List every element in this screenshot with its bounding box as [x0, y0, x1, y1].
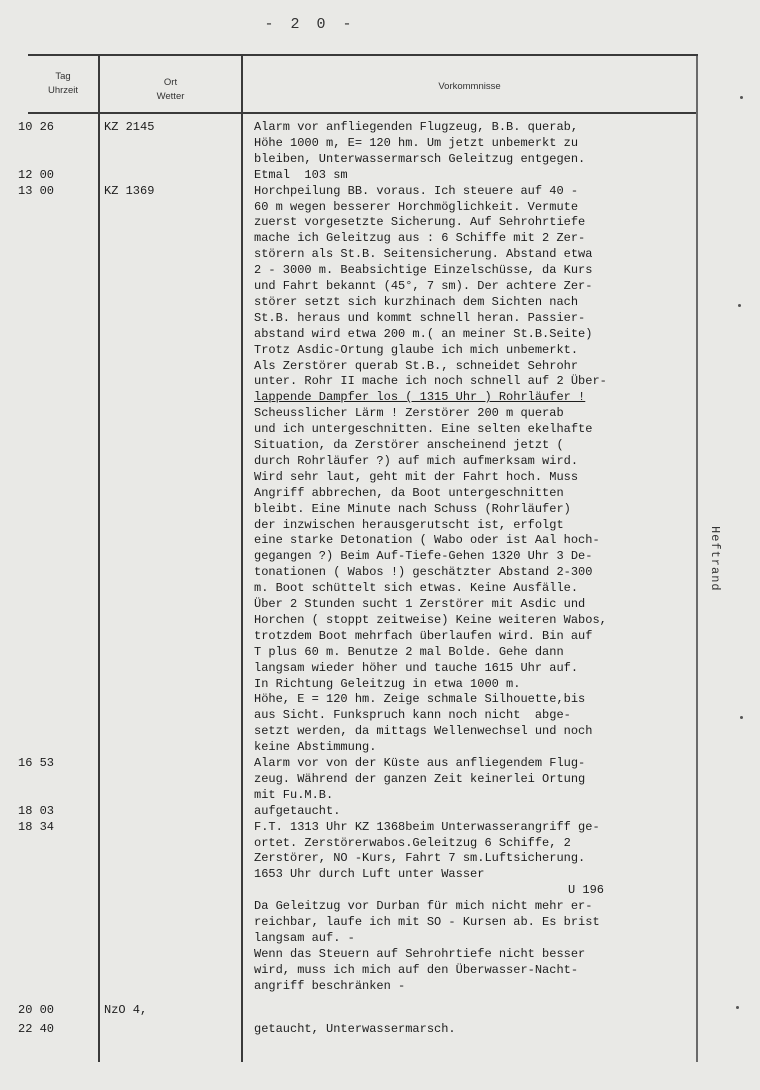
table-row: [0, 247, 760, 261]
entry-time: 12 00: [18, 167, 55, 182]
entry-text: langsam auf. -: [254, 930, 355, 945]
scan-speck: [740, 716, 743, 719]
header-uhrzeit: Uhrzeit: [47, 85, 79, 96]
header-date-time: [28, 70, 98, 98]
table-row: [0, 963, 760, 977]
table-row: [0, 295, 760, 309]
table-row: [0, 931, 760, 945]
table-row: [0, 581, 760, 595]
entry-text: trotzdem Boot mehrfach überlaufen wird. Bin auf: [254, 628, 593, 643]
table-row: [0, 136, 760, 150]
entry-text: 1653 Uhr durch Luft unter Wasser: [254, 867, 485, 882]
table-row: [0, 549, 760, 563]
entry-text: Wenn das Steuern auf Sehrohrtiefe nicht besser: [254, 946, 586, 961]
entry-text: U 196: [567, 883, 604, 898]
table-row: [0, 343, 760, 357]
header-tag: Tag: [55, 71, 71, 82]
entry-text: keine Abstimmung.: [254, 740, 377, 755]
entry-text: und ich untergeschnitten. Eine selten ekelhafte: [254, 422, 593, 437]
table-row: [0, 867, 760, 881]
table-row: [0, 677, 760, 691]
table-row: [0, 454, 760, 468]
table-row: [0, 661, 760, 675]
table-row: [0, 899, 760, 913]
entry-location: NzO 4,: [104, 1002, 148, 1017]
table-row: [0, 708, 760, 722]
entry-time: 18 03: [18, 803, 55, 818]
entry-text: mit Fu.M.B.: [254, 787, 334, 802]
table-row: [0, 804, 760, 818]
entry-time: 22 40: [18, 1022, 55, 1037]
table-row: [0, 836, 760, 850]
entry-text: Horchen ( stoppt zeitweise) Keine weiteren Wabos,: [254, 612, 607, 627]
entry-text: Höhe 1000 m, E= 120 hm. Um jetzt unbemerkt zu: [254, 135, 579, 150]
table-row: [0, 486, 760, 500]
entry-text: bleibt. Eine Minute nach Schuss (Rohrläufer): [254, 501, 571, 516]
table-row: [0, 613, 760, 627]
entry-time: 18 34: [18, 819, 55, 834]
entry-text: wird, muss ich mich auf den Überwasser-Nacht-: [254, 962, 579, 977]
entry-text: Etmal 103 sm: [254, 167, 348, 182]
header-place-weather: [100, 76, 241, 104]
table-top-rule: [28, 54, 698, 56]
header-events: Vorkommnisse: [438, 81, 501, 92]
entry-text: Da Geleitzug vor Durban für mich nicht mehr er-: [254, 899, 593, 914]
entry-text: Alarm vor anfliegenden Flugzeug, B.B. querab,: [254, 120, 579, 134]
table-row: [0, 502, 760, 516]
table-row: [0, 851, 760, 865]
table-row: [0, 597, 760, 611]
table-row: [0, 438, 760, 452]
entry-text: aufgetaucht.: [254, 803, 341, 818]
table-row: [0, 883, 760, 897]
table-row: [0, 820, 760, 834]
table-row: [0, 120, 760, 134]
entry-text: eine starke Detonation ( Wabo oder ist Aal hoch-: [254, 533, 600, 548]
table-row: [0, 231, 760, 245]
table-row: [0, 279, 760, 293]
table-row: [0, 756, 760, 770]
entry-time: 10 26: [18, 120, 55, 134]
table-row: [0, 915, 760, 929]
entry-text: angriff beschränken -: [254, 978, 406, 993]
entry-text: bleiben, Unterwassermarsch Geleitzug entgegen.: [254, 151, 586, 166]
table-row: [0, 645, 760, 659]
table-row: [0, 327, 760, 341]
entry-text: ortet. Zerstörerwabos.Geleitzug 6 Schiffe, 2: [254, 835, 571, 850]
table-row: [0, 1003, 760, 1017]
table-row: [0, 263, 760, 277]
entry-text: zuerst vorgesetzte Sicherung. Auf Sehrohrtiefe: [254, 215, 586, 230]
entry-text: Scheusslicher Lärm ! Zerstörer 200 m querab: [254, 406, 564, 421]
entry-text: 60 m wegen besserer Horchmöglichkeit. Vermute: [254, 199, 579, 214]
table-row: [0, 215, 760, 229]
entry-text: In Richtung Geleitzug in etwa 1000 m.: [254, 676, 521, 691]
entry-text: setzt werden, da mittags Wellenwechsel und noch: [254, 724, 593, 739]
table-row: [0, 152, 760, 166]
margin-note: Heftrand: [708, 526, 722, 592]
table-row: [0, 311, 760, 325]
entry-text: aus Sicht. Funkspruch kann noch nicht abge-: [254, 708, 571, 723]
table-row: [0, 692, 760, 706]
table-row: [0, 565, 760, 579]
table-row: [0, 740, 760, 754]
table-row: [0, 470, 760, 484]
table-row: [0, 359, 760, 373]
table-row: [0, 629, 760, 643]
entry-text: störer setzt sich kurzhinach dem Sichten nach: [254, 294, 579, 309]
table-row: [0, 772, 760, 786]
table-row: [0, 518, 760, 532]
entry-text: Situation, da Zerstörer anscheinend jetzt (: [254, 438, 564, 452]
header-bottom-rule: [28, 112, 698, 114]
entry-text: m. Boot schüttelt sich etwas. Keine Ausfälle.: [254, 581, 579, 596]
entry-time: 16 53: [18, 756, 55, 770]
table-row: [0, 947, 760, 961]
entry-location: KZ 1369: [104, 183, 155, 198]
entry-text: Höhe, E = 120 hm. Zeige schmale Silhouette,bis: [254, 692, 586, 707]
entry-text: 2 - 3000 m. Beabsichtige Einzelschüsse, da Kurs: [254, 263, 593, 278]
table-row: [0, 1022, 760, 1036]
header-wetter: Wetter: [156, 91, 185, 102]
table-row: [0, 184, 760, 198]
entry-time: 20 00: [18, 1002, 55, 1017]
table-row: [0, 533, 760, 547]
table-row: [0, 390, 760, 404]
entry-text: Trotz Asdic-Ortung glaube ich mich unbemerkt.: [254, 342, 579, 357]
entry-text: F.T. 1313 Uhr KZ 1368beim Unterwasserangriff ge-: [254, 819, 600, 834]
entry-text: T plus 60 m. Benutze 2 mal Bolde. Gehe dann: [254, 644, 564, 659]
table-row: [0, 374, 760, 388]
entry-text: gegangen ?) Beim Auf-Tiefe-Gehen 1320 Uhr 3 De-: [254, 549, 593, 564]
entry-text: langsam wieder höher und tauche 1615 Uhr auf.: [254, 660, 579, 675]
entry-text: tonationen ( Wabos !) geschätzter Abstand 2-300: [254, 565, 593, 580]
table-row: [0, 200, 760, 214]
table-row: [0, 724, 760, 738]
entry-text: Angriff abbrechen, da Boot untergeschnitten: [254, 485, 564, 500]
entry-text: Über 2 Stunden sucht 1 Zerstörer mit Asdic und: [254, 597, 586, 611]
entry-time: 13 00: [18, 183, 55, 198]
page-number: - 2 0 -: [264, 16, 356, 33]
entry-text: Als Zerstörer querab St.B., schneidet Sehrohr: [254, 358, 579, 373]
header-ort: Ort: [163, 77, 178, 88]
entry-location: KZ 2145: [104, 120, 155, 134]
table-row: [0, 788, 760, 802]
entry-text: abstand wird etwa 200 m.( an meiner St.B.Seite): [254, 326, 593, 341]
scan-speck: [736, 1006, 739, 1009]
entry-text: lappende Dampfer los ( 1315 Uhr ) Rohrläufer !: [254, 390, 586, 405]
entry-text: und Fahrt bekannt (45°, 7 sm). Der achtere Zer-: [254, 279, 593, 293]
entry-text: Horchpeilung BB. voraus. Ich steuere auf 40 -: [254, 183, 579, 198]
table-row: [0, 422, 760, 436]
entry-text: durch Rohrläufer ?) auf mich aufmerksam wird.: [254, 453, 579, 468]
scan-speck: [740, 96, 743, 99]
entry-text: mache ich Geleitzug aus : 6 Schiffe mit 2 Zer-: [254, 231, 586, 246]
entry-text: Zerstörer, NO -Kurs, Fahrt 7 sm.Luftsicherung.: [254, 851, 586, 866]
entry-text: St.B. heraus und kommt schnell heran. Passier-: [254, 310, 586, 325]
entry-text: unter. Rohr II mache ich noch schnell auf 2 Über-: [254, 374, 607, 389]
entry-text: zeug. Während der ganzen Zeit keinerlei Ortung: [254, 771, 586, 786]
entry-text: Alarm vor von der Küste aus anfliegendem Flug-: [254, 756, 586, 770]
entry-text: getaucht, Unterwassermarsch.: [254, 1022, 456, 1037]
entry-text: reichbar, laufe ich mit SO - Kursen ab. Es brist: [254, 915, 600, 929]
table-row: [0, 406, 760, 420]
entry-text: störern als St.B. Seitensicherung. Abstand etwa: [254, 247, 593, 262]
scan-speck: [738, 304, 741, 307]
table-row: [0, 168, 760, 182]
entry-text: Wird sehr laut, geht mit der Fahrt hoch. Muss: [254, 469, 579, 484]
entry-text: der inzwischen herausgerutscht ist, erfolgt: [254, 517, 564, 532]
table-row: [0, 979, 760, 993]
